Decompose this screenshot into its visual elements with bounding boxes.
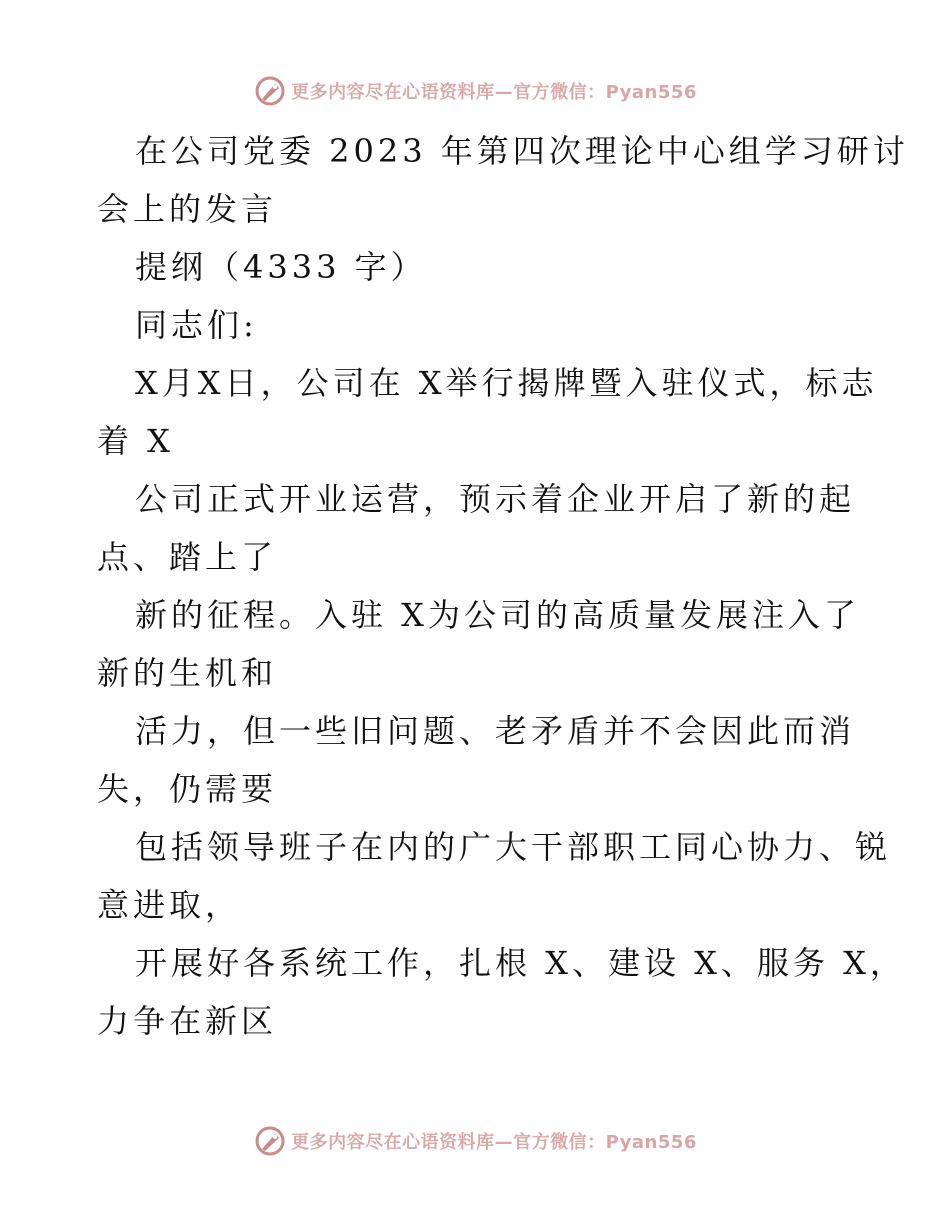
text-line: 点、踏上了 bbox=[97, 538, 278, 576]
text-line: 公司正式开业运营，预示着企业开启了新的起 bbox=[135, 480, 856, 518]
text-line: 失，仍需要 bbox=[97, 770, 278, 808]
footer-watermark bbox=[0, 1121, 950, 1161]
text-line: 在公司党委 2023 年第四次理论中心组学习研讨 bbox=[135, 132, 909, 170]
text-line: 包括领导班子在内的广大干部职工同心协力、锐 bbox=[135, 828, 892, 866]
text-line: 力争在新区 bbox=[97, 1002, 278, 1040]
text-line: 新的生机和 bbox=[97, 654, 278, 692]
header-watermark bbox=[0, 71, 950, 111]
text-line: X月X日，公司在 X举行揭牌暨入驻仪式，标志 bbox=[135, 364, 878, 402]
text-line: 活力，但一些旧问题、老矛盾并不会因此而消 bbox=[135, 712, 856, 750]
watermark-text: 更多内容尽在心语资料库—官方微信：Pyan556 bbox=[291, 82, 697, 103]
document-body bbox=[97, 122, 909, 1050]
text-line: 同志们: bbox=[135, 306, 258, 344]
text-line: 会上的发言 bbox=[97, 190, 278, 228]
pen-nib-logo-icon bbox=[253, 1124, 287, 1158]
text-line: 开展好各系统工作，扎根 X、建设 X、服务 X， bbox=[135, 944, 906, 982]
text-line: 意进取， bbox=[97, 886, 242, 924]
pen-nib-logo-icon bbox=[253, 74, 287, 108]
text-line: 着 X bbox=[97, 422, 174, 460]
text-line: 提纲（4333 字） bbox=[135, 248, 427, 286]
text-line: 新的征程。入驻 X为公司的高质量发展注入了 bbox=[135, 596, 860, 634]
watermark-text: 更多内容尽在心语资料库—官方微信：Pyan556 bbox=[291, 1132, 697, 1153]
